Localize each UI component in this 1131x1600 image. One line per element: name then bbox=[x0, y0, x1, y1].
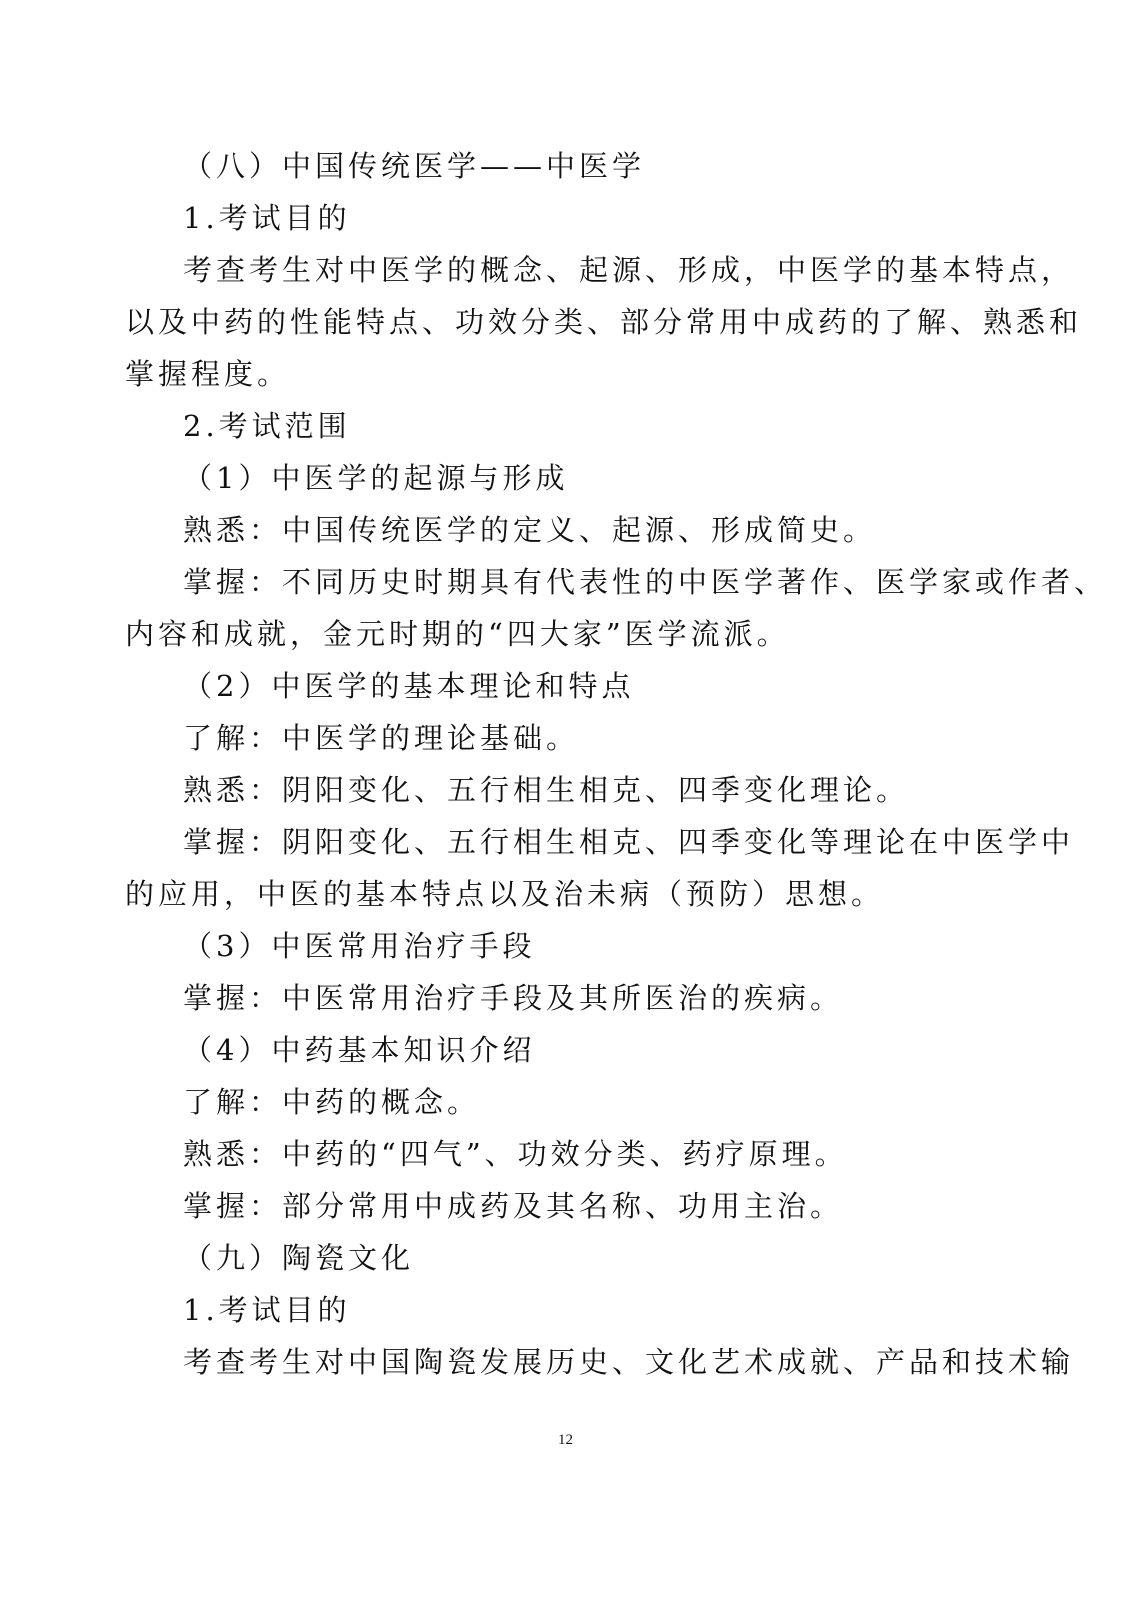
paragraph-line: 熟悉：中国传统医学的定义、起源、形成简史。 bbox=[183, 513, 877, 547]
section-heading: （九）陶瓷文化 bbox=[183, 1241, 415, 1275]
paragraph-line: 了解：中医学的理论基础。 bbox=[183, 721, 580, 755]
paragraph-line: 掌握：不同历史时期具有代表性的中医学著作、医学家或作者、 bbox=[183, 565, 1108, 599]
page-number: 12 bbox=[558, 1432, 573, 1448]
subheading: 1.考试目的 bbox=[183, 201, 351, 235]
item-heading: （2）中医学的基本理论和特点 bbox=[183, 669, 635, 703]
paragraph-line: 掌握：中医常用治疗手段及其所医治的疾病。 bbox=[183, 981, 844, 1015]
item-heading: （1）中医学的起源与形成 bbox=[183, 461, 569, 495]
paragraph-line: 熟悉：中药的“四气”、功效分类、药疗原理。 bbox=[183, 1137, 848, 1171]
paragraph-line: 熟悉：阴阳变化、五行相生相克、四季变化理论。 bbox=[183, 773, 910, 807]
item-heading: （3）中医常用治疗手段 bbox=[183, 929, 536, 963]
paragraph-line: 掌握程度。 bbox=[125, 357, 291, 391]
paragraph-line: 考查考生对中医学的概念、起源、形成，中医学的基本特点， bbox=[183, 253, 1075, 287]
subheading: 2.考试范围 bbox=[183, 409, 351, 443]
paragraph-line: 的应用，中医的基本特点以及治未病（预防）思想。 bbox=[125, 877, 885, 911]
subheading: 1.考试目的 bbox=[183, 1293, 351, 1327]
paragraph-line: 掌握：部分常用中成药及其名称、功用主治。 bbox=[183, 1189, 844, 1223]
paragraph-line: 内容和成就，金元时期的“四大家”医学流派。 bbox=[125, 617, 790, 651]
section-heading: （八）中国传统医学——中医学 bbox=[183, 149, 646, 183]
paragraph-line: 考查考生对中国陶瓷发展历史、文化艺术成就、产品和技术输 bbox=[183, 1345, 1075, 1379]
paragraph-line: 了解：中药的概念。 bbox=[183, 1085, 481, 1119]
paragraph-line: 以及中药的性能特点、功效分类、部分常用中成药的了解、熟悉和 bbox=[125, 305, 1083, 339]
item-heading: （4）中药基本知识介绍 bbox=[183, 1033, 536, 1067]
paragraph-line: 掌握：阴阳变化、五行相生相克、四季变化等理论在中医学中 bbox=[183, 825, 1075, 859]
